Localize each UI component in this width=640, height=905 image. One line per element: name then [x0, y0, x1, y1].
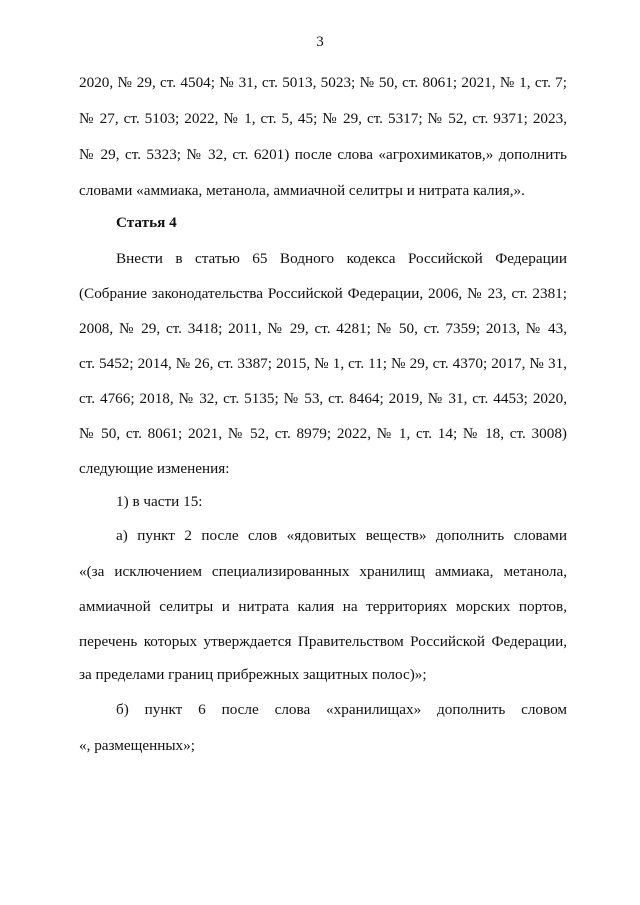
text-line: (Собрание законодательства Российской Федерации, 2006, № 23, ст. 2381; [79, 285, 567, 302]
page-number: 3 [316, 34, 324, 50]
text-line: 2020, № 29, ст. 4504; № 31, ст. 5013, 5023; № 50, ст. 8061; 2021, № 1, ст. 7; [79, 74, 567, 91]
text-line: а) пункт 2 после слов «ядовитых веществ» дополнить словами [116, 527, 567, 544]
text-line: ст. 4766; 2018, № 32, ст. 5135; № 53, ст. 8464; 2019, № 31, ст. 4453; 2020, [79, 390, 567, 407]
text-line: Внести в статью 65 Водного кодекса Российской Федерации [116, 250, 567, 267]
text-line: б) пункт 6 после слова «хранилищах» дополнить словом [116, 701, 567, 718]
article-heading: Статья 4 [116, 214, 177, 231]
text-line: за пределами границ прибрежных защитных полос)»; [79, 666, 427, 683]
text-line: № 50, ст. 8061; 2021, № 52, ст. 8979; 2022, № 1, ст. 14; № 18, ст. 3008) [79, 425, 567, 442]
text-line: № 29, ст. 5323; № 32, ст. 6201) после слова «агрохимикатов,» дополнить [79, 146, 567, 163]
text-line: перечень которых утверждается Правительством Российской Федерации, [79, 633, 567, 650]
text-line: № 27, ст. 5103; 2022, № 1, ст. 5, 45; № 29, ст. 5317; № 52, ст. 9371; 2023, [79, 110, 567, 127]
list-item: 1) в части 15: [116, 493, 203, 510]
text-line: «, размещенных»; [79, 737, 195, 754]
text-line: 2008, № 29, ст. 3418; 2011, № 29, ст. 4281; № 50, ст. 7359; 2013, № 43, [79, 320, 567, 337]
text-line: аммиачной селитры и нитрата калия на территориях морских портов, [79, 598, 567, 615]
text-line: «(за исключением специализированных хранилищ аммиака, метанола, [79, 563, 567, 580]
text-line: ст. 5452; 2014, № 26, ст. 3387; 2015, № 1, ст. 11; № 29, ст. 4370; 2017, № 31, [79, 355, 567, 372]
text-line: словами «аммиака, метанола, аммиачной селитры и нитрата калия,». [79, 182, 525, 199]
text-line: следующие изменения: [79, 460, 230, 477]
